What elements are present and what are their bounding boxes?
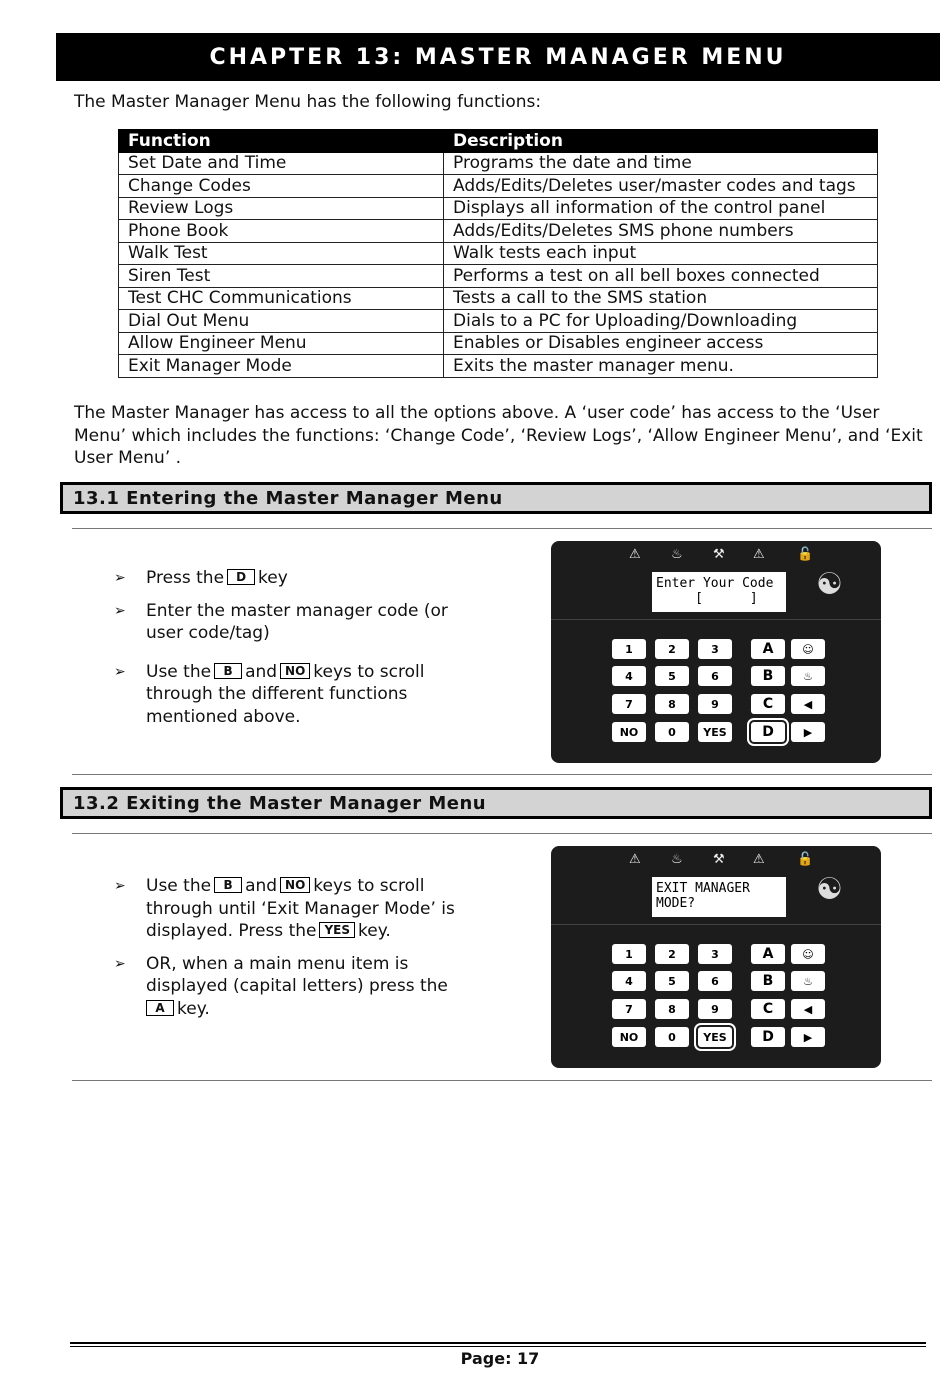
proximity-tag-icon: ☯ <box>816 872 843 907</box>
warning-icon: ⚠ <box>629 852 641 867</box>
table-header-row <box>119 130 878 153</box>
divider <box>72 833 932 834</box>
key-2: 2 <box>655 944 689 964</box>
key-c: C <box>751 694 785 714</box>
text: Enter the master manager code (or user code/tag) <box>146 600 448 643</box>
key-1: 1 <box>612 944 646 964</box>
key-yes-icon: YES <box>319 922 355 938</box>
text: OR, when a main menu item is displayed (capital letters) press the <box>146 953 448 996</box>
access-paragraph: The Master Manager has access to all the options above. A ‘user code’ has access to the ‘User Menu’ which includes the functions: ‘Change Code’, ‘Review Logs’, ‘Allow Engineer Menu’, and ‘Exit User Menu’ . <box>74 403 923 468</box>
key-b: B <box>751 666 785 686</box>
list-item <box>112 600 472 645</box>
cell-function: Change Codes <box>119 175 444 198</box>
lcd-display <box>652 877 786 917</box>
cell-function: Walk Test <box>119 242 444 265</box>
table-row <box>119 242 878 265</box>
key-6: 6 <box>698 971 732 991</box>
police-icon: ☺ <box>791 639 825 659</box>
key-d: D <box>751 1027 785 1047</box>
functions-table <box>118 129 878 378</box>
key-6: 6 <box>698 666 732 686</box>
page-number: Page: 17 <box>460 1349 540 1368</box>
keypad-image <box>551 846 881 1068</box>
arrow-right-icon: ▶ <box>791 722 825 742</box>
cell-function: Set Date and Time <box>119 152 444 175</box>
keypad-image <box>551 541 881 763</box>
key-5: 5 <box>655 971 689 991</box>
list-item <box>112 953 472 1021</box>
cell-description: Adds/Edits/Deletes user/master codes and tags <box>444 175 878 198</box>
key-4: 4 <box>612 666 646 686</box>
fire-icon: ♨ <box>671 547 683 562</box>
key-2: 2 <box>655 639 689 659</box>
list-item <box>112 875 472 943</box>
arrow-bullet-icon: ➢ <box>114 878 126 894</box>
key-0: 0 <box>655 722 689 742</box>
key-c: C <box>751 999 785 1019</box>
alert-icon: ⚠ <box>753 852 765 867</box>
fire-key-icon: ♨ <box>791 666 825 686</box>
cell-description: Tests a call to the SMS station <box>444 287 878 310</box>
arrow-left-icon: ◀ <box>791 999 825 1019</box>
section-heading-13-1: 13.1 Entering the Master Manager Menu <box>60 482 932 514</box>
key-yes-highlighted: YES <box>698 1027 732 1047</box>
key-3: 3 <box>698 639 732 659</box>
intro-text: The Master Manager Menu has the following functions: <box>74 92 542 112</box>
lcd-line: Enter Your Code <box>656 576 774 591</box>
cell-description: Walk tests each input <box>444 242 878 265</box>
key-b: B <box>751 971 785 991</box>
cell-function: Dial Out Menu <box>119 310 444 333</box>
lcd-line: [ ] <box>656 591 758 606</box>
key-8: 8 <box>655 999 689 1019</box>
proximity-tag-icon: ☯ <box>816 567 843 602</box>
cell-description: Programs the date and time <box>444 152 878 175</box>
key-7: 7 <box>612 694 646 714</box>
cell-function: Allow Engineer Menu <box>119 332 444 355</box>
footer-rule <box>70 1346 926 1347</box>
text: keys to scroll through until ‘Exit Manager Mode’ is displayed. Press the <box>146 876 455 941</box>
key-0: 0 <box>655 1027 689 1047</box>
cell-function: Siren Test <box>119 265 444 288</box>
arrow-bullet-icon: ➢ <box>114 663 126 680</box>
key-no: NO <box>612 722 646 742</box>
table-row <box>119 355 878 378</box>
divider <box>551 619 881 620</box>
header-description: Description <box>444 130 878 153</box>
table-row <box>119 310 878 333</box>
footer-rule <box>70 1342 926 1344</box>
key-d-icon: D <box>227 569 255 585</box>
text: Use the <box>146 876 212 896</box>
unlock-icon: 🔓 <box>797 547 814 562</box>
arrow-bullet-icon: ➢ <box>114 570 126 586</box>
lcd-line: MODE? <box>656 896 696 911</box>
table-row <box>119 265 878 288</box>
key-1: 1 <box>612 639 646 659</box>
key-5: 5 <box>655 666 689 686</box>
cell-description: Displays all information of the control panel <box>444 197 878 220</box>
key-a: A <box>751 639 785 659</box>
text: Press the <box>146 568 225 588</box>
divider <box>72 1080 932 1081</box>
table-row <box>119 332 878 355</box>
cell-function: Phone Book <box>119 220 444 243</box>
section-heading-13-2: 13.2 Exiting the Master Manager Menu <box>60 787 932 819</box>
fire-key-icon: ♨ <box>791 971 825 991</box>
list-item <box>112 661 472 729</box>
lcd-display <box>652 572 786 612</box>
text: Use the <box>146 661 212 682</box>
unlock-icon: 🔓 <box>797 852 814 867</box>
alert-icon: ⚠ <box>753 547 765 562</box>
cell-description: Exits the master manager menu. <box>444 355 878 378</box>
divider <box>72 774 932 775</box>
table-row <box>119 175 878 198</box>
text: key. <box>358 921 391 941</box>
police-icon: ☺ <box>791 944 825 964</box>
arrow-bullet-icon: ➢ <box>114 955 126 972</box>
key-9: 9 <box>698 999 732 1019</box>
cell-description: Enables or Disables engineer access <box>444 332 878 355</box>
key-a: A <box>751 944 785 964</box>
key-3: 3 <box>698 944 732 964</box>
key-7: 7 <box>612 999 646 1019</box>
text: and <box>245 876 278 896</box>
cell-function: Test CHC Communications <box>119 287 444 310</box>
key-9: 9 <box>698 694 732 714</box>
table-row <box>119 152 878 175</box>
text: and <box>245 661 278 682</box>
cell-description: Dials to a PC for Uploading/Downloading <box>444 310 878 333</box>
cell-function: Exit Manager Mode <box>119 355 444 378</box>
divider <box>551 924 881 925</box>
cell-description: Performs a test on all bell boxes connected <box>444 265 878 288</box>
divider <box>72 528 932 529</box>
key-b-icon: B <box>214 877 242 893</box>
header-function: Function <box>119 130 444 153</box>
warning-icon: ⚠ <box>629 547 641 562</box>
key-a-icon: A <box>146 1000 174 1016</box>
cell-description: Adds/Edits/Deletes SMS phone numbers <box>444 220 878 243</box>
table-row <box>119 197 878 220</box>
arrow-right-icon: ▶ <box>791 1027 825 1047</box>
text: keys to scroll through the different functions mentioned above. <box>146 661 425 727</box>
text: key. <box>177 998 210 1019</box>
key-no-icon: NO <box>280 877 310 893</box>
chapter-title: CHAPTER 13: MASTER MANAGER MENU <box>56 33 940 81</box>
list-item <box>112 567 472 590</box>
key-no: NO <box>612 1027 646 1047</box>
tamper-icon: ⚒ <box>713 852 725 867</box>
table-row <box>119 220 878 243</box>
key-8: 8 <box>655 694 689 714</box>
table-row <box>119 287 878 310</box>
section1-instructions <box>112 567 472 738</box>
lcd-line: EXIT MANAGER <box>656 881 750 896</box>
key-4: 4 <box>612 971 646 991</box>
fire-icon: ♨ <box>671 852 683 867</box>
key-yes: YES <box>698 722 732 742</box>
tamper-icon: ⚒ <box>713 547 725 562</box>
key-no-icon: NO <box>280 663 310 679</box>
section2-instructions <box>112 875 472 1030</box>
key-d-highlighted: D <box>751 722 785 742</box>
cell-function: Review Logs <box>119 197 444 220</box>
arrow-left-icon: ◀ <box>791 694 825 714</box>
arrow-bullet-icon: ➢ <box>114 602 126 619</box>
text: key <box>258 568 288 588</box>
key-b-icon: B <box>214 663 242 679</box>
